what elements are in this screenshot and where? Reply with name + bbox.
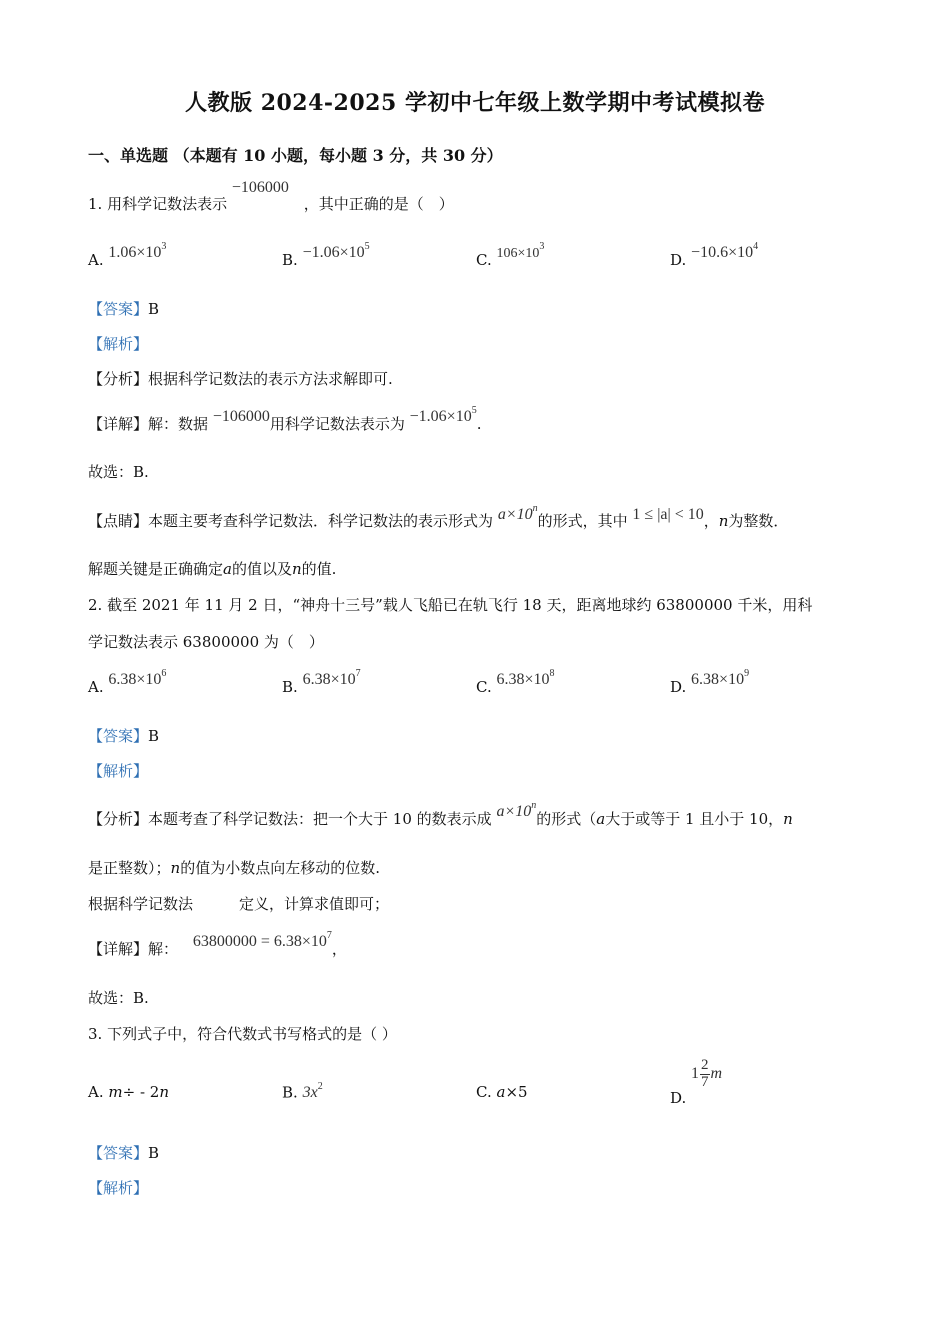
q2-fenxi-line2-a: 是正整数）； bbox=[88, 859, 171, 877]
q3-option-d-label: D. bbox=[670, 1089, 687, 1108]
q3-option-c-a: a bbox=[496, 1083, 506, 1101]
q2-option-d bbox=[670, 668, 750, 697]
q2-rule bbox=[88, 893, 389, 914]
q2-detail-text-a: 解： bbox=[148, 940, 179, 958]
q2-fenxi-line2 bbox=[88, 857, 380, 878]
section-heading bbox=[88, 143, 503, 166]
q3-answer-label: 【答案】 bbox=[88, 1144, 149, 1162]
q2-option-a-label: A. bbox=[88, 678, 104, 697]
q2-option-d-base: 6.38×10 bbox=[691, 671, 745, 689]
q1-option-d-exp: 4 bbox=[753, 241, 759, 252]
q2-option-a-exp: 6 bbox=[161, 668, 167, 679]
q1-dianjing-text-b: 的形式，其中 bbox=[537, 512, 628, 530]
q1-detail-text-b: 用科学记数法表示为 bbox=[269, 415, 405, 433]
q2-option-d-exp: 9 bbox=[744, 668, 750, 679]
q2-answer-label: 【答案】 bbox=[88, 727, 149, 745]
document-title: 人教版 2024-2025 学初中七年级上数学期中考试模拟卷 bbox=[185, 90, 765, 116]
q2-detail-end: ， bbox=[331, 940, 347, 958]
q1-answer bbox=[88, 298, 159, 319]
q2-option-a-base: 6.38×10 bbox=[108, 671, 162, 689]
q2-fenxi-var-n: n bbox=[783, 810, 793, 828]
q3-question: 3. 下列式子中，符合代数式书写格式的是（ ） bbox=[88, 1025, 397, 1043]
q1-dianjing-label: 【点睛】 bbox=[88, 512, 149, 530]
section-note: （本题有 10 小题，每小题 3 分，共 30 分） bbox=[173, 146, 503, 165]
q3-option-d-var: m bbox=[710, 1065, 723, 1083]
q1-dianjing-line2-var-a: a bbox=[223, 560, 232, 578]
q2-option-c-exp: 8 bbox=[549, 668, 555, 679]
q1-option-c-base: 106×10 bbox=[496, 246, 540, 261]
q1-dianjing-line2 bbox=[88, 558, 336, 579]
section-heading-text: 一、单选题 bbox=[88, 146, 169, 165]
q2-line-1: 2. 截至 2021 年 11 月 2 日，“神舟十三号”载人飞船已在轨飞行 18 天，距离地球约 63800000 千米，用科 bbox=[88, 596, 813, 614]
q2-option-b-base: 6.38×10 bbox=[302, 671, 356, 689]
q2-answer bbox=[88, 725, 159, 746]
q1-dianjing-text-a: 本题主要考查科学记数法．科学记数法的表示形式为 bbox=[148, 512, 494, 530]
q1-dianjing-text-c: ， bbox=[703, 512, 719, 530]
q3-option-d-numerator: 2 bbox=[701, 1057, 709, 1073]
q1-detail-end: . bbox=[476, 415, 482, 433]
q1-option-d bbox=[670, 241, 759, 270]
q3-option-d-fraction bbox=[700, 1058, 710, 1091]
q3-option-d bbox=[670, 1057, 723, 1108]
q2-option-d-label: D. bbox=[670, 678, 687, 697]
q1-dianjing bbox=[88, 502, 789, 531]
q1-fenxi-label: 【分析】 bbox=[88, 370, 149, 388]
q1-number: −106000 bbox=[231, 179, 289, 196]
q1-option-b-exp: 5 bbox=[364, 241, 370, 252]
q3-option-b bbox=[282, 1083, 323, 1102]
q2-fenxi bbox=[88, 799, 793, 829]
q3-option-c-rest: ×5 bbox=[505, 1083, 528, 1101]
q2-fenxi-text-c: 大于或等于 1 且小于 10， bbox=[605, 810, 784, 828]
q1-option-a bbox=[88, 241, 167, 270]
q2-option-b-exp: 7 bbox=[355, 668, 361, 679]
q1-option-a-label: A. bbox=[88, 251, 104, 270]
q1-option-a-base: 1.06×10 bbox=[108, 244, 162, 262]
q3-option-a-label: A. bbox=[88, 1083, 104, 1101]
q2-option-c-base: 6.38×10 bbox=[496, 671, 550, 689]
q2-line-2: 学记数法表示 63800000 为（ ） bbox=[88, 633, 324, 651]
q1-dianjing-line2-c: 的值. bbox=[301, 560, 337, 578]
q2-analysis-label: 【解析】 bbox=[88, 762, 149, 780]
q1-prefix: 1. 用科学记数法表示 bbox=[88, 195, 228, 213]
q2-option-b-label: B. bbox=[282, 678, 298, 697]
q3-analysis-label: 【解析】 bbox=[88, 1179, 149, 1197]
q1-dianjing-text-d: 为整数． bbox=[728, 512, 789, 530]
q2-fenxi-var-a: a bbox=[596, 810, 606, 828]
q1-detail-label: 【详解】 bbox=[88, 415, 149, 433]
q2-detail-expr-base: 63800000 = 6.38×10 bbox=[192, 933, 327, 950]
q2-fenxi-text-a: 本题考查了科学记数法：把一个大于 10 的数表示成 bbox=[148, 810, 492, 828]
q2-detail-expr-exp: 7 bbox=[326, 929, 332, 941]
q2-fenxi-expr-base: a×10 bbox=[496, 803, 532, 820]
q1-dianjing-expr-base: a×10 bbox=[497, 506, 533, 523]
q1-option-c-exp: 3 bbox=[539, 241, 545, 253]
q1-suffix: ，其中正确的是（ ） bbox=[303, 195, 454, 213]
q3-option-b-base: 3x bbox=[302, 1084, 318, 1102]
q2-fenxi-label: 【分析】 bbox=[88, 810, 149, 828]
q3-answer-value: B bbox=[148, 1144, 160, 1162]
q1-option-c bbox=[476, 241, 545, 269]
q2-option-b bbox=[282, 668, 361, 697]
q1-analysis-label: 【解析】 bbox=[88, 335, 149, 353]
q3-option-d-denominator: 7 bbox=[701, 1073, 709, 1090]
q1-dianjing-expr-exp: n bbox=[532, 502, 538, 514]
q3-option-d-whole: 1 bbox=[691, 1065, 700, 1083]
q1-option-c-label: C. bbox=[476, 251, 492, 269]
q1-conclusion: 故选：B. bbox=[88, 463, 149, 481]
q1-fenxi-text: 根据科学记数法的表示方法求解即可. bbox=[148, 370, 393, 388]
q3-option-a bbox=[88, 1083, 169, 1101]
q2-rule-text-b: 定义，计算求值即可； bbox=[239, 895, 390, 913]
q3-answer bbox=[88, 1142, 159, 1163]
q1-dianjing-line2-a: 解题关键是正确确定 bbox=[88, 560, 224, 578]
q1-option-b-base: −1.06×10 bbox=[302, 244, 365, 262]
q2-rule-text-a: 根据科学记数法 bbox=[88, 895, 194, 913]
q3-option-c bbox=[476, 1083, 528, 1101]
q1-option-a-exp: 3 bbox=[161, 241, 167, 252]
q3-option-b-exp: 2 bbox=[317, 1081, 323, 1092]
q2-option-c bbox=[476, 668, 555, 697]
q3-option-c-label: C. bbox=[476, 1083, 492, 1101]
q1-option-d-base: −10.6×10 bbox=[691, 244, 754, 262]
q3-option-a-n: n bbox=[159, 1083, 170, 1101]
q1-detail-result-exp: 5 bbox=[471, 404, 477, 416]
q2-conclusion: 故选：B. bbox=[88, 989, 149, 1007]
q1-detail-text-a: 解：数据 bbox=[148, 415, 209, 433]
q2-option-a bbox=[88, 668, 167, 697]
q2-answer-value: B bbox=[148, 727, 160, 745]
question-1 bbox=[88, 179, 454, 214]
q3-option-a-mid: ÷ - 2 bbox=[122, 1083, 160, 1101]
q2-option-c-label: C. bbox=[476, 678, 492, 697]
q1-dianjing-n: n bbox=[718, 512, 729, 530]
q1-answer-label: 【答案】 bbox=[88, 300, 149, 318]
q1-fenxi bbox=[88, 368, 393, 389]
q1-dianjing-range: 1 ≤ |a| < 10 bbox=[632, 506, 704, 523]
q1-answer-value: B bbox=[148, 300, 160, 318]
q1-option-b bbox=[282, 241, 370, 270]
q1-dianjing-line2-var-n: n bbox=[291, 560, 302, 578]
q2-detail-label: 【详解】 bbox=[88, 940, 149, 958]
q1-dianjing-line2-b: 的值以及 bbox=[231, 560, 292, 578]
q2-fenxi-line2-var: n bbox=[170, 859, 181, 877]
q1-detail-number: −106000 bbox=[212, 408, 270, 425]
q1-detail bbox=[88, 404, 482, 434]
q2-fenxi-expr-exp: n bbox=[531, 799, 537, 811]
q2-detail bbox=[88, 929, 347, 959]
q1-detail-result-base: −1.06×10 bbox=[409, 408, 472, 425]
q1-option-d-label: D. bbox=[670, 251, 687, 270]
q1-option-b-label: B. bbox=[282, 251, 298, 270]
q2-fenxi-text-b: 的形式（ bbox=[536, 810, 597, 828]
q3-option-b-label: B. bbox=[282, 1083, 298, 1102]
q2-fenxi-line2-b: 的值为小数点向左移动的位数. bbox=[180, 859, 380, 877]
q3-option-a-m: m bbox=[108, 1083, 123, 1101]
